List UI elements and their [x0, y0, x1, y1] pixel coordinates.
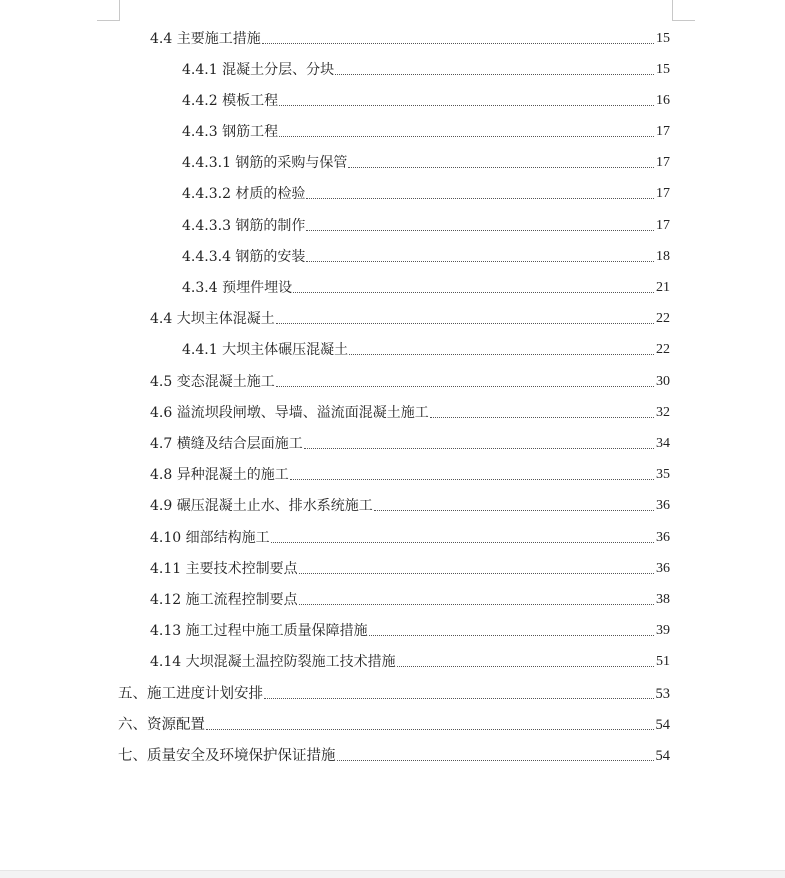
toc-entry-label: 4.4 主要施工措施 [150, 31, 261, 47]
toc-entry[interactable] [118, 745, 670, 765]
toc-page-number: 30 [656, 374, 670, 389]
toc-page-number: 38 [656, 592, 670, 607]
toc-page-number: 17 [656, 186, 670, 201]
toc-entry[interactable] [150, 308, 670, 328]
toc-page-number: 54 [655, 748, 670, 764]
toc-entry-label: 4.7 横缝及结合层面施工 [150, 436, 303, 452]
toc-page-number: 34 [656, 436, 670, 451]
toc-entry[interactable] [150, 620, 670, 640]
toc-page-number: 21 [656, 280, 670, 295]
toc-dot-leader [397, 665, 654, 667]
toc-dot-leader [299, 603, 654, 605]
toc-dot-leader [304, 447, 654, 449]
toc-entry-label: 4.5 变态混凝土施工 [150, 374, 275, 390]
toc-dot-leader [293, 291, 654, 293]
toc-entry-label: 4.4.3.3 钢筋的制作 [182, 218, 306, 234]
toc-dot-leader [290, 478, 654, 480]
toc-entry-label: 七、质量安全及环境保护保证措施 [118, 748, 336, 764]
toc-page-number: 53 [655, 686, 670, 702]
toc-dot-leader [264, 697, 654, 699]
toc-entry-label: 4.9 碾压混凝土止水、排水系统施工 [150, 498, 373, 514]
toc-dot-leader [276, 385, 654, 387]
toc-entry-label: 4.14 大坝混凝土温控防裂施工技术措施 [150, 654, 396, 670]
toc-entry-label: 六、资源配置 [118, 717, 205, 733]
toc-dot-leader [374, 509, 654, 511]
toc-dot-leader [262, 42, 654, 44]
toc-page-number: 32 [656, 405, 670, 420]
toc-entry-label: 五、施工进度计划安排 [118, 686, 263, 702]
toc-entry[interactable] [182, 121, 670, 141]
toc-page-number: 16 [656, 93, 670, 108]
toc-entry[interactable] [182, 59, 670, 79]
toc-entry[interactable] [150, 651, 670, 671]
toc-page-number: 36 [656, 530, 670, 545]
crop-mark-top-left [97, 0, 120, 21]
toc-entry[interactable] [182, 183, 670, 203]
toc-entry[interactable] [182, 246, 670, 266]
toc-page-number: 39 [656, 623, 670, 638]
toc-entry-label: 4.4.3 钢筋工程 [182, 124, 279, 140]
toc-entry[interactable] [118, 683, 670, 703]
toc-entry-label: 4.4.1 混凝土分层、分块 [182, 62, 335, 78]
toc-entry-label: 4.4.3.4 钢筋的安装 [182, 249, 306, 265]
toc-page-number: 22 [656, 311, 670, 326]
toc-dot-leader [349, 353, 654, 355]
toc-entry[interactable] [150, 527, 670, 547]
toc-page-number: 35 [656, 467, 670, 482]
toc-page-number: 17 [656, 218, 670, 233]
toc-entry[interactable] [150, 28, 670, 48]
toc-dot-leader [279, 104, 654, 106]
toc-page-number: 17 [656, 155, 670, 170]
toc-entry[interactable] [182, 215, 670, 235]
toc-entry-label: 4.4 大坝主体混凝土 [150, 311, 275, 327]
toc-dot-leader [335, 73, 654, 75]
toc-dot-leader [299, 572, 654, 574]
toc-page-number: 22 [656, 342, 670, 357]
toc-page-number: 15 [656, 31, 670, 46]
toc-entry-label: 4.4.2 模板工程 [182, 93, 279, 109]
toc-dot-leader [271, 541, 654, 543]
toc-dot-leader [306, 229, 654, 231]
crop-mark-top-right [672, 0, 695, 21]
toc-entry-label: 4.4.1 大坝主体碾压混凝土 [182, 342, 349, 358]
toc-entry[interactable] [182, 90, 670, 110]
toc-page-number: 51 [656, 654, 670, 669]
toc-entry-label: 4.6 溢流坝段闸墩、导墙、溢流面混凝土施工 [150, 405, 429, 421]
toc-dot-leader [369, 634, 654, 636]
toc-entry-label: 4.13 施工过程中施工质量保障措施 [150, 623, 368, 639]
toc-entry[interactable] [182, 152, 670, 172]
toc-entry[interactable] [150, 433, 670, 453]
toc-entry[interactable] [150, 558, 670, 578]
toc-dot-leader [276, 322, 654, 324]
toc-entry-label: 4.4.3.1 钢筋的采购与保管 [182, 155, 348, 171]
toc-page-number: 17 [656, 124, 670, 139]
toc-page-number: 18 [656, 249, 670, 264]
toc-dot-leader [348, 166, 654, 168]
toc-dot-leader [279, 135, 654, 137]
toc-page-number: 36 [656, 498, 670, 513]
toc-dot-leader [306, 197, 654, 199]
toc-entry-label: 4.12 施工流程控制要点 [150, 592, 298, 608]
toc-entry-label: 4.8 异种混凝土的施工 [150, 467, 289, 483]
toc-entry-label: 4.10 细部结构施工 [150, 530, 270, 546]
toc-entry-label: 4.4.3.2 材质的检验 [182, 186, 306, 202]
toc-entry[interactable] [150, 589, 670, 609]
toc-entry[interactable] [150, 371, 670, 391]
toc-dot-leader [306, 260, 654, 262]
toc-entry[interactable] [182, 277, 670, 297]
toc-page-number: 15 [656, 62, 670, 77]
toc-entry-label: 4.3.4 预埋件埋设 [182, 280, 293, 296]
toc-entry[interactable] [182, 339, 670, 359]
toc-page-number: 36 [656, 561, 670, 576]
toc-dot-leader [337, 759, 654, 761]
toc-dot-leader [430, 416, 654, 418]
toc-entry[interactable] [150, 402, 670, 422]
toc-entry[interactable] [150, 495, 670, 515]
toc-entry-label: 4.11 主要技术控制要点 [150, 561, 298, 577]
toc-entry[interactable] [150, 464, 670, 484]
toc-entry[interactable] [118, 714, 670, 734]
toc-page-number: 54 [655, 717, 670, 733]
toc-dot-leader [206, 728, 654, 730]
